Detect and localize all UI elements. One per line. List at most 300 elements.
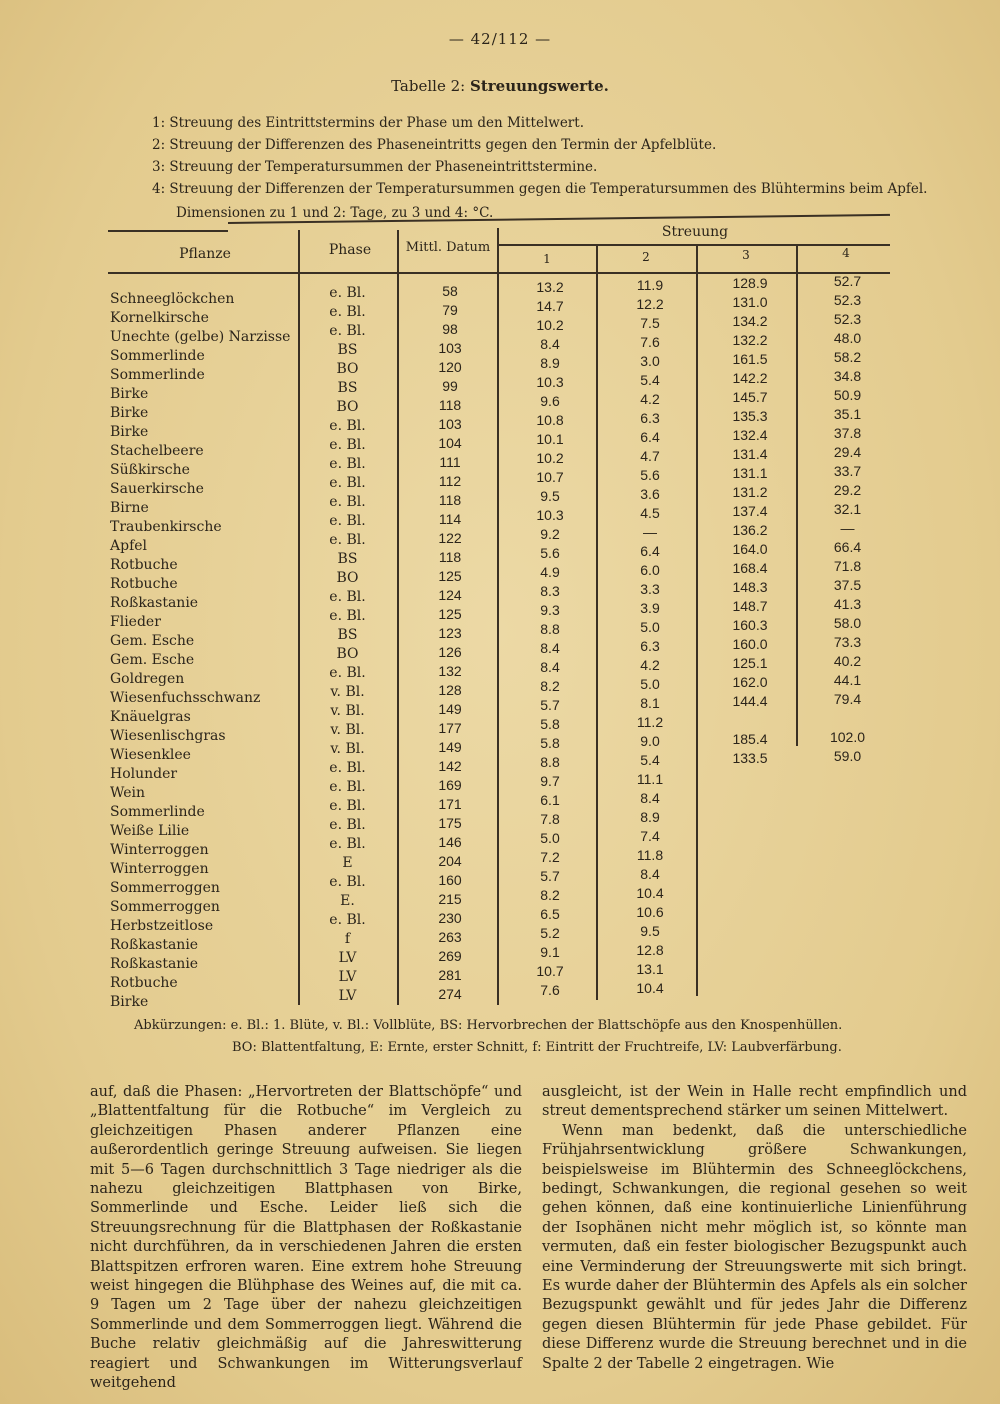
table-top-rule bbox=[108, 230, 228, 232]
streuung-3-cell: 160.3 bbox=[732, 617, 768, 633]
streuung-3-cell: 125.1 bbox=[732, 655, 768, 671]
header-s3: 3 bbox=[742, 248, 750, 262]
table-notes bbox=[152, 112, 928, 224]
divider-phase bbox=[397, 230, 399, 1005]
streuung-3-cell bbox=[705, 863, 795, 882]
streuung-2-cell: 12.8 bbox=[636, 942, 664, 958]
date-cell: 160 bbox=[438, 872, 462, 888]
phase-cell: BS bbox=[337, 627, 358, 643]
body-text-right bbox=[542, 1083, 967, 1374]
streuung-2-cell: 4.2 bbox=[640, 657, 660, 673]
date-cell: 142 bbox=[438, 758, 462, 774]
streuung-3-cell bbox=[705, 977, 795, 996]
phase-cell: e. Bl. bbox=[329, 418, 366, 434]
header-s2: 2 bbox=[642, 250, 650, 264]
date-cell: 98 bbox=[442, 321, 458, 337]
phase-cell: e. Bl. bbox=[329, 437, 366, 453]
streuung-4-cell: 79.4 bbox=[833, 691, 862, 707]
date-cell: 104 bbox=[438, 435, 462, 451]
streuung-4-cell: 34.8 bbox=[833, 368, 862, 384]
plant-name-cell: Winterroggen bbox=[110, 842, 209, 858]
streuung-3-cell bbox=[705, 825, 795, 844]
column-phases bbox=[300, 284, 395, 1006]
streuung-4-cell bbox=[805, 804, 890, 823]
streuung-3-cell: 160.0 bbox=[732, 636, 768, 652]
phase-cell: e. Bl. bbox=[329, 285, 366, 301]
streuung-2-cell: 5.4 bbox=[640, 372, 660, 388]
streuung-4-cell bbox=[805, 918, 890, 937]
date-cell: 118 bbox=[438, 549, 462, 565]
streuung-2-cell: — bbox=[643, 524, 657, 540]
streuung-3-cell: 168.4 bbox=[732, 560, 768, 576]
plant-name-cell: Sommerroggen bbox=[110, 880, 220, 896]
streuung-2-cell: 11.2 bbox=[636, 714, 664, 730]
plant-name-cell: Gem. Esche bbox=[110, 633, 195, 649]
streuung-4-cell: 52.3 bbox=[833, 292, 862, 308]
streuung-2-cell: 10.4 bbox=[636, 980, 664, 996]
streuung-2-cell: 13.1 bbox=[636, 961, 664, 977]
streuung-4-cell: 66.4 bbox=[833, 539, 862, 555]
streuung-3-cell bbox=[705, 768, 795, 787]
streuung-1-cell: 5.8 bbox=[540, 716, 560, 732]
streuung-4-cell: 32.1 bbox=[833, 501, 862, 517]
plant-name-cell: Herbstzeitlose bbox=[110, 918, 214, 934]
plant-name-cell: Stachelbeere bbox=[110, 443, 204, 459]
streuung-2-cell: 10.4 bbox=[636, 885, 664, 901]
streuung-1-cell: 10.2 bbox=[536, 317, 564, 333]
streuung-1-cell: 10.8 bbox=[536, 412, 564, 428]
streuung-3-cell: 132.2 bbox=[732, 332, 768, 348]
streuung-1-cell: 4.9 bbox=[540, 564, 560, 580]
streuung-2-cell: 3.0 bbox=[640, 353, 660, 369]
streuung-3-cell: 131.4 bbox=[732, 446, 768, 462]
plant-name-cell: Goldregen bbox=[110, 671, 185, 687]
streuung-1-cell: 10.3 bbox=[536, 507, 564, 523]
column-streuung-1 bbox=[505, 278, 595, 1000]
streuung-2-cell: 4.7 bbox=[640, 448, 660, 464]
streuung-4-cell bbox=[805, 861, 890, 880]
date-cell: 274 bbox=[438, 986, 462, 1002]
streuung-1-cell: 6.5 bbox=[540, 906, 560, 922]
phase-cell: v. Bl. bbox=[330, 703, 365, 719]
plant-name-cell: Kornelkirsche bbox=[110, 310, 209, 326]
streuung-3-cell: 135.3 bbox=[732, 408, 768, 424]
date-cell: 118 bbox=[438, 397, 462, 413]
column-plants bbox=[110, 290, 295, 1012]
streuung-2-cell: 8.1 bbox=[640, 695, 660, 711]
paragraph-right-1: ausgleicht, ist der Wein in Halle recht empfindlich und streut dementsprechend stärker um seinen Mittelwert. bbox=[542, 1084, 967, 1120]
streuung-4-cell: 58.0 bbox=[833, 615, 862, 631]
streuung-1-cell: 8.2 bbox=[540, 678, 560, 694]
streuung-3-cell: 136.2 bbox=[732, 522, 768, 538]
streuung-1-cell: 8.8 bbox=[540, 754, 560, 770]
streuung-2-cell: 6.4 bbox=[640, 429, 660, 445]
streuung-1-cell: 10.2 bbox=[536, 450, 564, 466]
streuung-4-cell: 52.7 bbox=[833, 273, 862, 289]
plant-name-cell: Winterroggen bbox=[110, 861, 209, 877]
date-cell: 103 bbox=[438, 416, 462, 432]
phase-cell: e. Bl. bbox=[329, 779, 366, 795]
abbreviations-line-1: Abkürzungen: e. Bl.: 1. Blüte, v. Bl.: Vollblüte, BS: Hervorbrechen der Blattschöpfe aus den Knospenhüllen. bbox=[134, 1018, 843, 1033]
phase-cell: e. Bl. bbox=[329, 608, 366, 624]
plant-name-cell: Roßkastanie bbox=[110, 595, 199, 611]
streuung-2-cell: 6.3 bbox=[640, 638, 660, 654]
plant-name-cell: Unechte (gelbe) Narzisse bbox=[110, 329, 291, 345]
streuung-2-cell: 5.6 bbox=[640, 467, 660, 483]
streuung-1-cell: 10.7 bbox=[536, 469, 564, 485]
streuung-3-cell: 133.5 bbox=[732, 750, 768, 766]
streuung-2-cell: 5.0 bbox=[640, 676, 660, 692]
divider-s1 bbox=[596, 246, 598, 1000]
streuung-2-cell: 9.5 bbox=[640, 923, 660, 939]
phase-cell: e. Bl. bbox=[329, 760, 366, 776]
streuung-3-cell bbox=[705, 939, 795, 958]
phase-cell: BS bbox=[337, 342, 358, 358]
streuung-1-cell: 5.7 bbox=[540, 697, 560, 713]
streuung-1-cell: 8.4 bbox=[540, 336, 560, 352]
phase-cell: BO bbox=[336, 646, 359, 662]
streuung-3-cell: 131.1 bbox=[732, 465, 768, 481]
streuung-1-cell: 8.9 bbox=[540, 355, 560, 371]
streuung-4-cell: 41.3 bbox=[833, 596, 862, 612]
phase-cell: e. Bl. bbox=[329, 874, 366, 890]
plant-name-cell: Schneeglöckchen bbox=[110, 291, 235, 307]
streuung-4-cell: 33.7 bbox=[833, 463, 862, 479]
streuung-2-cell: 5.0 bbox=[640, 619, 660, 635]
streuung-4-cell: 37.8 bbox=[833, 425, 862, 441]
streuung-4-cell: 102.0 bbox=[829, 729, 866, 745]
plant-name-cell: Holunder bbox=[110, 766, 178, 782]
streuung-1-cell: 8.8 bbox=[540, 621, 560, 637]
header-datum: Mittl. Datum bbox=[405, 240, 491, 255]
plant-name-cell: Rotbuche bbox=[110, 576, 178, 592]
streuung-4-cell bbox=[805, 785, 890, 804]
plant-name-cell: Birke bbox=[110, 424, 149, 440]
streuung-1-cell: 8.3 bbox=[540, 583, 560, 599]
streuung-2-cell: 3.9 bbox=[640, 600, 660, 616]
streuung-3-cell bbox=[705, 882, 795, 901]
date-cell: 125 bbox=[438, 606, 462, 622]
header-phase: Phase bbox=[328, 242, 372, 258]
date-cell: 146 bbox=[438, 834, 462, 850]
column-dates bbox=[405, 282, 495, 1004]
date-cell: 125 bbox=[438, 568, 462, 584]
plant-name-cell: Sommerlinde bbox=[110, 348, 205, 364]
note-dimensions: Dimensionen zu 1 und 2: Tage, zu 3 und 4: °C. bbox=[176, 205, 494, 221]
column-streuung-3 bbox=[705, 274, 795, 996]
streuung-2-cell: 8.4 bbox=[640, 790, 660, 806]
header-s4: 4 bbox=[842, 246, 850, 260]
streuung-3-cell: 185.4 bbox=[732, 731, 768, 747]
phase-cell: v. Bl. bbox=[330, 722, 365, 738]
plant-name-cell: Birne bbox=[110, 500, 149, 516]
date-cell: 103 bbox=[438, 340, 462, 356]
streuung-4-cell bbox=[805, 709, 890, 728]
streuung-2-cell: 3.3 bbox=[640, 581, 660, 597]
streuung-2-cell: 12.2 bbox=[636, 296, 664, 312]
paragraph-left: auf, daß die Phasen: „Hervortreten der Blattschöpfe“ und „Blattentfaltung für die Rotbuche“ im Vergleich zu gleichzeitigen Phasen anderer Pflanzen eine außerordentlich geringe Streuung aufweisen. Sie liegen mit 5—6 Tagen durchschnittlich 3 Tage niedriger als die nahezu gleichzeitigen Blattphasen von Birke, Sommerlinde und Esche. Leider ließ sich die Streuungsrechnung für die Blattphasen der Roßkastanie nicht durchführen, da in verschiedenen Jahren die ersten Blattspitzen erfroren waren. Eine extrem hohe Streuung weist hingegen die Blühphase des Weines auf, die mit ca. 9 Tagen um 2 Tage über der nahezu gleichzeitigen Sommerlinde und dem Sommerroggen liegt. Während die Buche relativ gleichmäßig auf die Jahreswitterung reagiert und Schwankungen im Witterungsverlauf weitgehend bbox=[90, 1084, 522, 1392]
streuung-1-cell: 8.2 bbox=[540, 887, 560, 903]
plant-name-cell: Birke bbox=[110, 386, 149, 402]
date-cell: 79 bbox=[442, 302, 458, 318]
streuung-1-cell: 7.8 bbox=[540, 811, 560, 827]
streuung-4-cell: 44.1 bbox=[833, 672, 862, 688]
phase-cell: e. Bl. bbox=[329, 912, 366, 928]
streuung-4-cell: 48.0 bbox=[833, 330, 862, 346]
streuung-4-cell: 73.3 bbox=[833, 634, 862, 650]
streuung-1-cell: 7.6 bbox=[540, 982, 560, 998]
plant-name-cell: Roßkastanie bbox=[110, 956, 199, 972]
date-cell: 281 bbox=[438, 967, 462, 983]
streuung-4-cell bbox=[805, 899, 890, 918]
phase-cell: e. Bl. bbox=[329, 475, 366, 491]
plant-name-cell: Wiesenklee bbox=[110, 747, 191, 763]
plant-name-cell: Rotbuche bbox=[110, 557, 178, 573]
streuung-3-cell bbox=[705, 787, 795, 806]
date-cell: 111 bbox=[439, 454, 461, 470]
plant-name-cell: Flieder bbox=[110, 614, 161, 630]
streuung-3-cell: 145.7 bbox=[732, 389, 768, 405]
phase-cell: LV bbox=[338, 988, 357, 1004]
phase-cell: e. Bl. bbox=[329, 836, 366, 852]
divider-s3 bbox=[796, 246, 798, 746]
divider-datum bbox=[497, 228, 499, 1005]
streuung-4-cell: 52.3 bbox=[833, 311, 862, 327]
streuung-3-cell bbox=[705, 806, 795, 825]
streuung-1-cell: 6.1 bbox=[540, 792, 560, 808]
streuung-3-cell: 134.2 bbox=[732, 313, 768, 329]
plant-name-cell: Sommerlinde bbox=[110, 804, 205, 820]
streuung-3-cell bbox=[705, 958, 795, 977]
date-cell: 204 bbox=[438, 853, 462, 869]
streuung-1-cell: 10.3 bbox=[536, 374, 564, 390]
date-cell: 175 bbox=[438, 815, 462, 831]
date-cell: 132 bbox=[438, 663, 462, 679]
streuung-4-cell: 29.2 bbox=[833, 482, 862, 498]
plant-name-cell: Wein bbox=[110, 785, 146, 801]
phase-cell: e. Bl. bbox=[329, 817, 366, 833]
streuung-3-cell bbox=[705, 844, 795, 863]
streuung-4-cell: 50.9 bbox=[833, 387, 862, 403]
streuung-4-cell: 59.0 bbox=[833, 748, 862, 764]
date-cell: 263 bbox=[438, 929, 462, 945]
streuung-2-cell: 11.1 bbox=[636, 771, 664, 787]
note-1: 1: Streuung des Eintrittstermins der Phase um den Mittelwert. bbox=[152, 115, 584, 131]
plant-name-cell: Gem. Esche bbox=[110, 652, 195, 668]
streuung-2-cell: 4.5 bbox=[640, 505, 660, 521]
date-cell: 120 bbox=[438, 359, 462, 375]
streuung-2-cell: 6.0 bbox=[640, 562, 660, 578]
date-cell: 149 bbox=[438, 739, 462, 755]
paragraph-right-2: Wenn man bedenkt, daß die unterschiedliche Frühjahrsentwicklung größere Schwankungen, beispielsweise im Blühtermin des Schneeglöckchens, bedingt, Schwankungen, die regional gesehen so weit gehen können, daß eine kontinuierliche Linienführung der Isophänen nicht mehr möglich ist, so könnte man vermuten, daß ein fester biologischer Bezugspunkt auch eine Verminderung der Streuungswerte mit sich bringt. Es wurde daher der Blühtermin des Apfels als ein solcher Bezugspunkt gewählt und für jedes Jahr die Differenz gegen diesen Blühtermin für jede Phase gebildet. Für diese Differenz wurde die Streuung berechnet und in die Spalte 2 der Tabelle 2 eingetragen. Wie bbox=[542, 1122, 967, 1372]
date-cell: 58 bbox=[442, 283, 458, 299]
streuung-1-cell: 9.1 bbox=[540, 944, 560, 960]
streuung-2-cell: 5.4 bbox=[640, 752, 660, 768]
streuung-4-cell bbox=[805, 975, 890, 994]
phase-cell: f bbox=[344, 931, 351, 947]
table-title-main: Streuungswerte. bbox=[469, 77, 609, 95]
streuung-2-cell: 11.9 bbox=[636, 277, 664, 293]
phase-cell: e. Bl. bbox=[329, 494, 366, 510]
date-cell: 112 bbox=[438, 473, 462, 489]
streuung-1-cell: 5.7 bbox=[540, 868, 560, 884]
streuung-1-cell: 8.4 bbox=[540, 640, 560, 656]
plant-name-cell: Apfel bbox=[110, 538, 148, 554]
streuung-3-cell: 162.0 bbox=[732, 674, 768, 690]
streuung-1-cell: 7.2 bbox=[540, 849, 560, 865]
streuung-2-cell: 3.6 bbox=[640, 486, 660, 502]
phase-cell: e. Bl. bbox=[329, 798, 366, 814]
streuung-2-cell: 7.4 bbox=[640, 828, 660, 844]
phase-cell: v. Bl. bbox=[330, 741, 365, 757]
phase-cell: E bbox=[342, 855, 353, 871]
plant-name-cell: Weiße Lilie bbox=[110, 823, 190, 839]
phase-cell: BO bbox=[336, 570, 359, 586]
streuung-3-cell bbox=[705, 711, 795, 730]
streuung-4-cell bbox=[805, 937, 890, 956]
streuung-3-cell: 148.7 bbox=[732, 598, 768, 614]
streuung-3-cell: 132.4 bbox=[732, 427, 768, 443]
plant-name-cell: Birke bbox=[110, 405, 149, 421]
column-streuung-4 bbox=[805, 272, 890, 994]
streuung-1-cell: 9.5 bbox=[540, 488, 560, 504]
date-cell: 99 bbox=[442, 378, 458, 394]
streuung-1-cell: 10.7 bbox=[536, 963, 564, 979]
streuung-1-cell: 13.2 bbox=[536, 279, 564, 295]
streuung-1-cell: 14.7 bbox=[536, 298, 564, 314]
streuung-2-cell: 6.4 bbox=[640, 543, 660, 559]
plant-name-cell: Sommerroggen bbox=[110, 899, 220, 915]
streuung-2-cell: 7.6 bbox=[640, 334, 660, 350]
streuung-4-cell: 71.8 bbox=[833, 558, 862, 574]
date-cell: 215 bbox=[438, 891, 462, 907]
streuung-1-cell: 9.6 bbox=[540, 393, 560, 409]
streuung-2-cell: 8.9 bbox=[640, 809, 660, 825]
header-pflanze: Pflanze bbox=[179, 246, 231, 262]
phase-cell: BO bbox=[336, 361, 359, 377]
streuung-4-cell: 37.5 bbox=[833, 577, 862, 593]
streuung-4-cell: 58.2 bbox=[833, 349, 862, 365]
streuung-4-cell: 40.2 bbox=[833, 653, 862, 669]
streuung-4-cell bbox=[805, 766, 890, 785]
phase-cell: BS bbox=[337, 551, 358, 567]
date-cell: 171 bbox=[438, 796, 462, 812]
plant-name-cell: Birke bbox=[110, 994, 149, 1010]
streuung-3-cell: 137.4 bbox=[732, 503, 768, 519]
note-3: 3: Streuung der Temperatursummen der Phaseneintrittstermine. bbox=[152, 159, 598, 175]
phase-cell: e. Bl. bbox=[329, 513, 366, 529]
date-cell: 128 bbox=[438, 682, 462, 698]
header-streuung: Streuung bbox=[661, 224, 729, 240]
date-cell: 269 bbox=[438, 948, 462, 964]
streuung-3-cell: 142.2 bbox=[732, 370, 768, 386]
phase-cell: v. Bl. bbox=[330, 684, 365, 700]
page-number: — 42/112 — bbox=[448, 30, 552, 48]
streuung-3-cell: 161.5 bbox=[732, 351, 768, 367]
date-cell: 124 bbox=[438, 587, 462, 603]
streuung-3-cell bbox=[705, 920, 795, 939]
streuung-3-cell: 148.3 bbox=[732, 579, 768, 595]
phase-cell: e. Bl. bbox=[329, 589, 366, 605]
note-2: 2: Streuung der Differenzen des Phaseneintritts gegen den Termin der Apfelblüte. bbox=[152, 137, 717, 153]
table-title-prefix: Tabelle 2: bbox=[391, 77, 466, 95]
plant-name-cell: Sommerlinde bbox=[110, 367, 205, 383]
phase-cell: BO bbox=[336, 399, 359, 415]
streuung-4-cell: — bbox=[840, 520, 855, 536]
streuung-1-cell: 5.2 bbox=[540, 925, 560, 941]
date-cell: 126 bbox=[438, 644, 462, 660]
streuung-4-cell: 29.4 bbox=[833, 444, 862, 460]
phase-cell: e. Bl. bbox=[329, 665, 366, 681]
note-4: 4: Streuung der Differenzen der Temperatursummen gegen die Temperatursummen des Blühtermins beim Apfel. bbox=[152, 181, 928, 197]
phase-cell: e. Bl. bbox=[329, 323, 366, 339]
table-title bbox=[0, 77, 1000, 95]
streuung-4-cell bbox=[805, 956, 890, 975]
phase-cell: e. Bl. bbox=[329, 304, 366, 320]
date-cell: 122 bbox=[438, 530, 462, 546]
phase-cell: BS bbox=[337, 380, 358, 396]
streuung-2-cell: 9.0 bbox=[640, 733, 660, 749]
streuung-3-cell: 131.0 bbox=[732, 294, 768, 310]
streuung-1-cell: 5.6 bbox=[540, 545, 560, 561]
plant-name-cell: Sauerkirsche bbox=[110, 481, 204, 497]
plant-name-cell: Knäuelgras bbox=[110, 709, 191, 725]
streuung-1-cell: 8.4 bbox=[540, 659, 560, 675]
streuung-2-cell: 10.6 bbox=[636, 904, 664, 920]
plant-name-cell: Wiesenlischgras bbox=[110, 728, 226, 744]
streuung-4-cell: 35.1 bbox=[833, 406, 862, 422]
streuung-3-cell: 131.2 bbox=[732, 484, 768, 500]
date-cell: 177 bbox=[438, 720, 462, 736]
streuung-1-cell: 5.8 bbox=[540, 735, 560, 751]
streuung-4-cell bbox=[805, 842, 890, 861]
streuung-1-cell: 9.2 bbox=[540, 526, 560, 542]
plant-name-cell: Roßkastanie bbox=[110, 937, 199, 953]
date-cell: 114 bbox=[438, 511, 462, 527]
streuung-1-cell: 9.7 bbox=[540, 773, 560, 789]
date-cell: 123 bbox=[438, 625, 462, 641]
streuung-1-cell: 10.1 bbox=[536, 431, 564, 447]
streuung-1-cell: 5.0 bbox=[540, 830, 560, 846]
plant-name-cell: Süßkirsche bbox=[110, 462, 190, 478]
streuung-3-cell: 128.9 bbox=[732, 275, 768, 291]
date-cell: 169 bbox=[438, 777, 462, 793]
phase-cell: e. Bl. bbox=[329, 532, 366, 548]
streuung-3-cell: 144.4 bbox=[732, 693, 768, 709]
phase-cell: E. bbox=[340, 893, 355, 909]
phase-cell: e. Bl. bbox=[329, 456, 366, 472]
date-cell: 149 bbox=[438, 701, 462, 717]
column-streuung-2 bbox=[605, 276, 695, 998]
header-s1: 1 bbox=[543, 252, 551, 266]
abbreviations bbox=[134, 1015, 894, 1059]
plant-name-cell: Wiesenfuchsschwanz bbox=[110, 690, 261, 706]
plant-name-cell: Traubenkirsche bbox=[110, 519, 222, 535]
streuung-2-cell: 11.8 bbox=[636, 847, 664, 863]
streuung-3-cell bbox=[705, 901, 795, 920]
streuung-2-cell: 7.5 bbox=[640, 315, 660, 331]
streuung-4-cell bbox=[805, 823, 890, 842]
phase-cell: LV bbox=[338, 950, 357, 966]
date-cell: 230 bbox=[438, 910, 462, 926]
body-text-left bbox=[90, 1083, 522, 1394]
abbreviations-line-2: BO: Blattentfaltung, E: Ernte, erster Schnitt, f: Eintritt der Fruchtreife, LV: Laubverfärbung. bbox=[232, 1040, 842, 1055]
date-cell: 118 bbox=[438, 492, 462, 508]
streuung-2-cell: 8.4 bbox=[640, 866, 660, 882]
phase-cell: LV bbox=[338, 969, 357, 985]
plant-name-cell: Rotbuche bbox=[110, 975, 178, 991]
streuung-2-cell: 6.3 bbox=[640, 410, 660, 426]
